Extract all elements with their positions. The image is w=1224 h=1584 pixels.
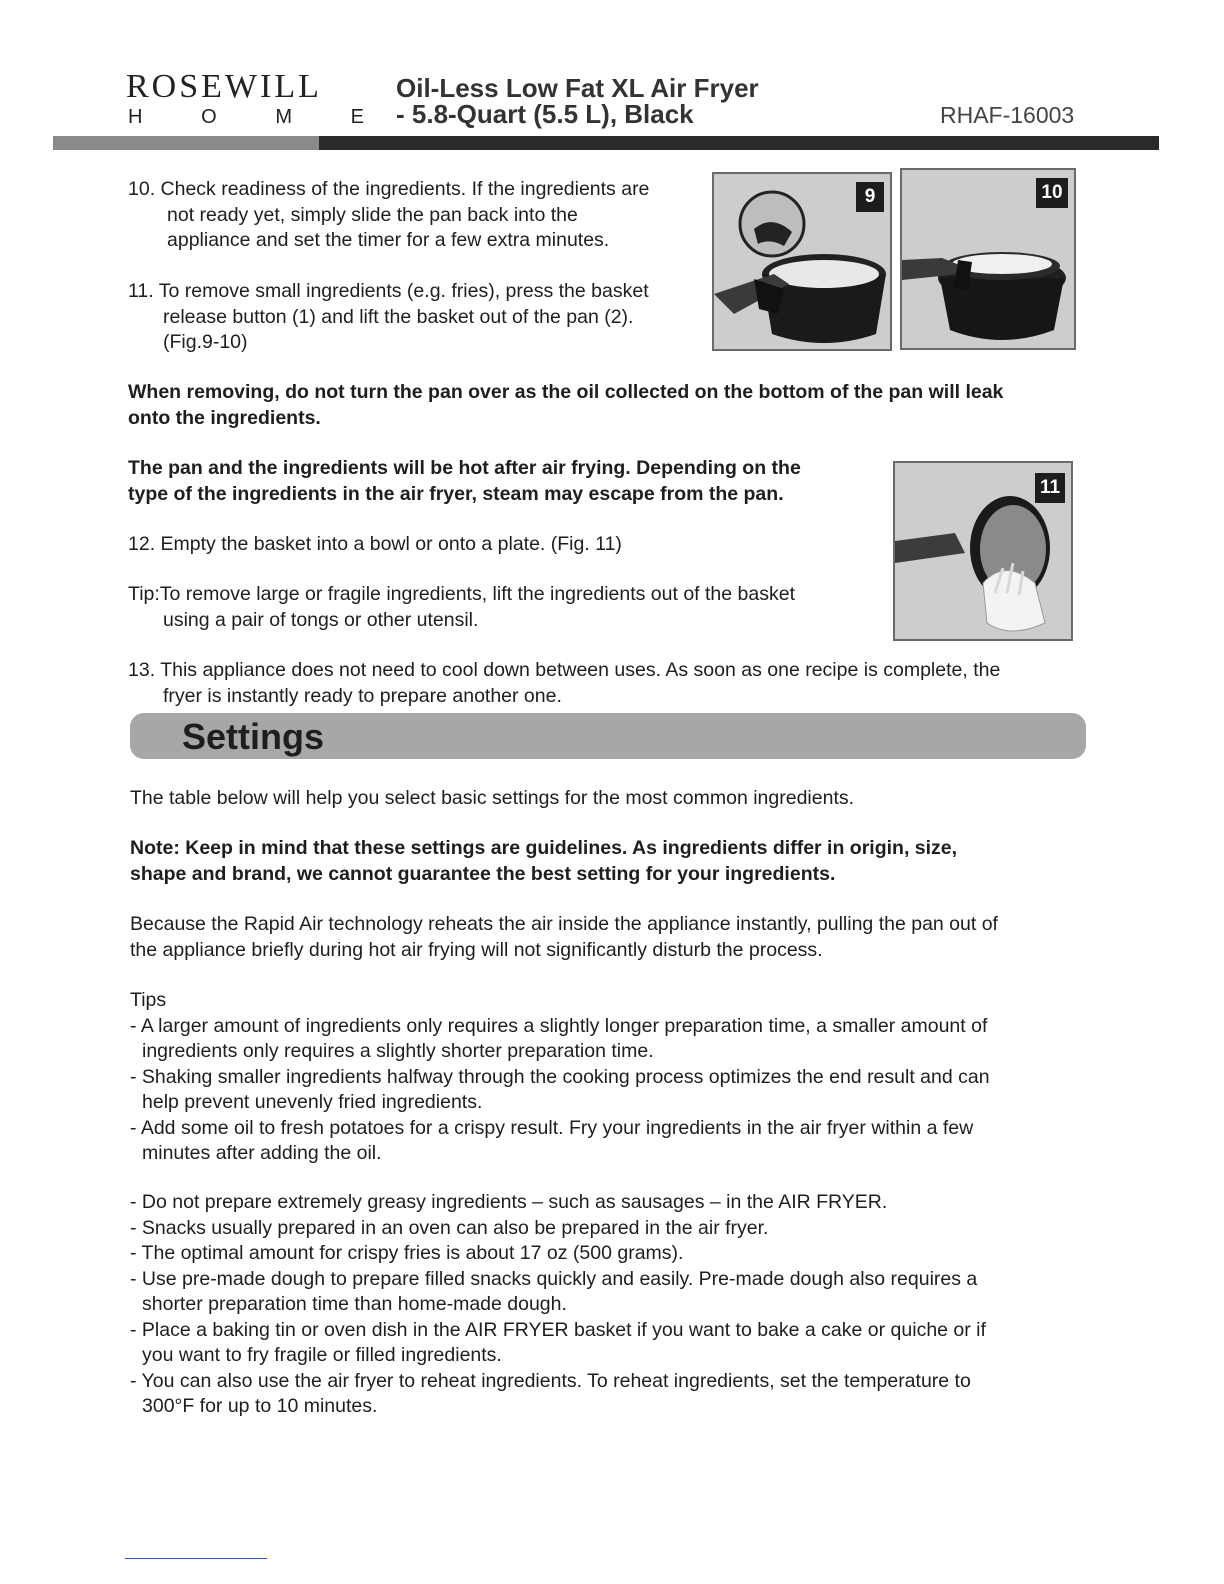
step-text-cont: (Fig.9-10) bbox=[163, 331, 248, 353]
tips-heading: Tips bbox=[130, 989, 167, 1011]
figure-9-image bbox=[712, 172, 892, 351]
step-11 bbox=[128, 279, 708, 356]
tip-item-line: - Use pre-made dough to prepare filled snacks quickly and easily. Pre-made dough also requires a bbox=[130, 1267, 978, 1290]
tip-item-line: - Shaking smaller ingredients halfway through the cooking process optimizes the end result and can bbox=[130, 1065, 990, 1088]
tip-item-line: 300°F for up to 10 minutes. bbox=[142, 1395, 378, 1417]
step-text: Empty the basket into a bowl or onto a plate. (Fig. 11) bbox=[160, 533, 622, 555]
warning-hot-pan bbox=[128, 456, 888, 507]
brand-sub-letter: O bbox=[201, 106, 217, 128]
step-text-cont: release button (1) and lift the basket out of the pan (2). bbox=[163, 305, 634, 328]
settings-heading: Settings bbox=[182, 716, 325, 757]
tip-item-line: - The optimal amount for crispy fries is about 17 oz (500 grams). bbox=[130, 1242, 684, 1264]
brand-sub-letter: H bbox=[128, 106, 143, 128]
step-13 bbox=[128, 658, 1098, 709]
brand-logo-text: ROSEWILL bbox=[126, 68, 322, 105]
rapid-air-paragraph bbox=[130, 912, 1110, 963]
figure-9-label: 9 bbox=[856, 182, 884, 212]
step-text: Check readiness of the ingredients. If the ingredients are bbox=[160, 178, 650, 200]
tip-item bbox=[130, 1116, 1110, 1167]
tip-item bbox=[130, 1014, 1110, 1065]
brand-sub-letter: M bbox=[275, 106, 292, 128]
tips-list bbox=[130, 988, 1110, 1167]
figure-11-label: 11 bbox=[1035, 473, 1065, 503]
step-text-cont: fryer is instantly ready to prepare another one. bbox=[163, 684, 562, 707]
warning-line: onto the ingredients. bbox=[128, 406, 321, 429]
tip-item-line: minutes after adding the oil. bbox=[142, 1142, 382, 1164]
tip-item-line: - Add some oil to fresh potatoes for a crispy result. Fry your ingredients in the air fryer within a few bbox=[130, 1116, 974, 1139]
tip-item-line: help prevent unevenly fried ingredients. bbox=[142, 1091, 483, 1113]
warning-line: type of the ingredients in the air fryer, steam may escape from the pan. bbox=[128, 482, 784, 505]
header-divider-gray bbox=[53, 136, 319, 150]
step-number: 10. bbox=[128, 178, 156, 200]
brand-sub-letter: E bbox=[350, 106, 364, 128]
tip-item-line: you want to fry fragile or filled ingredients. bbox=[142, 1344, 502, 1366]
tip-item-line: - A larger amount of ingredients only requires a slightly longer preparation time, a smaller amount of bbox=[130, 1014, 988, 1037]
tip-label: Tip: bbox=[128, 583, 160, 605]
footer-rule bbox=[125, 1558, 267, 1559]
tip-item-line: ingredients only requires a slightly shorter preparation time. bbox=[142, 1040, 654, 1062]
step-text-cont: appliance and set the timer for a few extra minutes. bbox=[167, 229, 610, 251]
settings-intro: The table below will help you select basic settings for the most common ingredients. bbox=[130, 787, 855, 809]
model-number: RHAF-16003 bbox=[940, 102, 1075, 128]
step-text: This appliance does not need to cool down between uses. As soon as one recipe is complete, the bbox=[160, 659, 1001, 681]
step-text-cont: not ready yet, simply slide the pan back into the bbox=[167, 203, 578, 226]
paragraph-line: the appliance briefly during hot air frying will not significantly disturb the process. bbox=[130, 938, 823, 961]
step-12 bbox=[128, 532, 868, 558]
step-number: 11. bbox=[128, 280, 154, 302]
tip-item bbox=[130, 1267, 1110, 1318]
tip-item bbox=[130, 1065, 1110, 1116]
tips-list-2 bbox=[130, 1190, 1110, 1420]
product-title-line2: - 5.8-Quart (5.5 L), Black bbox=[396, 99, 694, 129]
note-line: shape and brand, we cannot guarantee the best setting for your ingredients. bbox=[130, 862, 836, 885]
figure-11-image bbox=[893, 461, 1073, 641]
product-title-line1: Oil-Less Low Fat XL Air Fryer bbox=[396, 73, 759, 103]
warning-line: The pan and the ingredients will be hot after air frying. Depending on the bbox=[128, 457, 801, 479]
warning-pan-over bbox=[128, 380, 1098, 431]
step-text: To remove small ingredients (e.g. fries), press the basket bbox=[158, 280, 649, 302]
step-10 bbox=[128, 177, 708, 254]
tip-text-cont: using a pair of tongs or other utensil. bbox=[163, 608, 479, 631]
tip-block bbox=[128, 582, 878, 633]
tip-item bbox=[130, 1318, 1110, 1369]
brand-logo-subtext bbox=[128, 106, 364, 129]
tip-item-line: - Snacks usually prepared in an oven can also be prepared in the air fryer. bbox=[130, 1216, 769, 1239]
step-number: 13. bbox=[128, 659, 156, 681]
tip-item-line: - Do not prepare extremely greasy ingredients – such as sausages – in the AIR FRYER. bbox=[130, 1191, 888, 1213]
tip-item-line: - You can also use the air fryer to reheat ingredients. To reheat ingredients, set the temperature to bbox=[130, 1369, 971, 1392]
warning-line: When removing, do not turn the pan over as the oil collected on the bottom of the pan will leak bbox=[128, 381, 1004, 403]
tip-text: To remove large or fragile ingredients, lift the ingredients out of the basket bbox=[159, 583, 795, 605]
header-divider-black bbox=[319, 136, 1159, 150]
note-line: Note: Keep in mind that these settings are guidelines. As ingredients differ in origin, size, bbox=[130, 837, 958, 859]
figure-10-image bbox=[900, 168, 1076, 350]
settings-note bbox=[130, 836, 1100, 887]
tip-item-line: shorter preparation time than home-made dough. bbox=[142, 1293, 567, 1315]
figure-10-label: 10 bbox=[1036, 178, 1068, 208]
tip-item bbox=[130, 1369, 1110, 1420]
tip-item-line: - Place a baking tin or oven dish in the AIR FRYER basket if you want to bake a cake or quiche or if bbox=[130, 1318, 986, 1341]
step-number: 12. bbox=[128, 533, 156, 555]
paragraph-line: Because the Rapid Air technology reheats the air inside the appliance instantly, pulling the pan out of bbox=[130, 913, 998, 935]
